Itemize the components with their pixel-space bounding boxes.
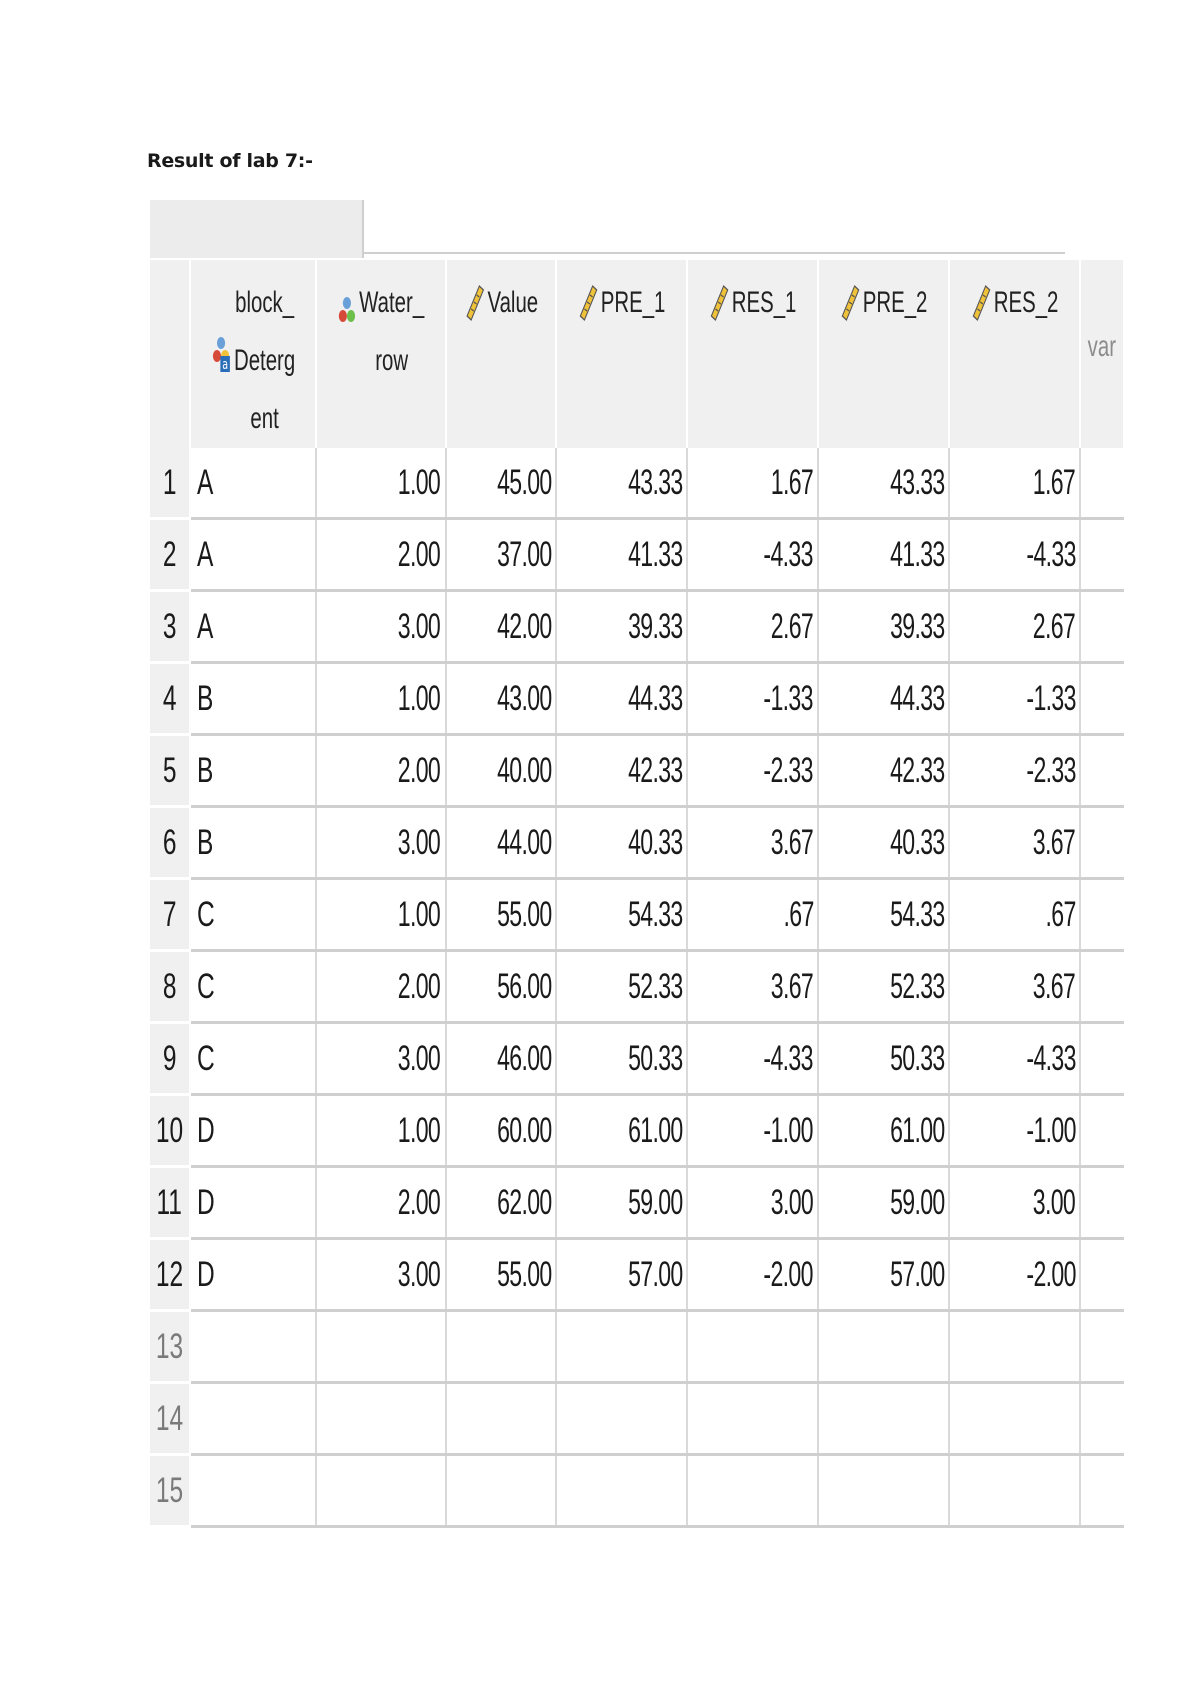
cell-value: D	[196, 1254, 215, 1294]
data-cell[interactable]	[818, 591, 949, 663]
data-cell[interactable]	[316, 1455, 446, 1527]
data-cell[interactable]	[818, 448, 949, 519]
cell-value: 54.33	[889, 894, 945, 934]
cell-value: 55.00	[496, 894, 552, 934]
cell-value: D	[196, 1110, 215, 1150]
data-cell[interactable]	[556, 1095, 687, 1167]
data-cell[interactable]	[316, 519, 446, 591]
nominal-string-icon	[211, 334, 231, 374]
cell-value: 42.33	[627, 750, 683, 790]
cell-value: 57.00	[627, 1254, 683, 1294]
cell-value: 3.67	[1033, 966, 1076, 1006]
data-cell[interactable]	[556, 807, 687, 879]
column-header-label: RES_1	[731, 286, 797, 319]
cell-value: 2.67	[770, 606, 814, 646]
data-cell[interactable]	[949, 1167, 1080, 1239]
data-cell[interactable]	[316, 1167, 446, 1239]
data-cell[interactable]	[687, 1167, 818, 1239]
cell-value: -1.00	[763, 1110, 814, 1150]
table-row	[150, 1239, 1124, 1311]
data-cell[interactable]	[687, 1023, 818, 1095]
cell-value: 41.33	[889, 534, 945, 574]
data-cell[interactable]	[446, 951, 557, 1023]
data-cell[interactable]	[818, 1023, 949, 1095]
data-cell[interactable]	[818, 663, 949, 735]
cell-value: 37.00	[496, 534, 552, 574]
row-number-label: 9	[162, 1038, 177, 1078]
data-cell[interactable]	[190, 879, 316, 951]
data-cell[interactable]	[190, 735, 316, 807]
data-cell[interactable]	[687, 1239, 818, 1311]
data-cell[interactable]	[190, 1023, 316, 1095]
table-row	[150, 879, 1124, 951]
data-cell[interactable]	[190, 1167, 316, 1239]
data-cell[interactable]	[818, 807, 949, 879]
row-number[interactable]	[150, 448, 190, 519]
svg-text:a: a	[222, 356, 228, 373]
data-cell[interactable]	[1080, 807, 1124, 879]
data-cell[interactable]	[1080, 663, 1124, 735]
data-cell[interactable]	[190, 448, 316, 519]
data-cell[interactable]	[446, 1455, 557, 1527]
column-header-label: Value	[487, 286, 538, 319]
cell-value: -2.00	[1025, 1254, 1076, 1294]
row-number-label: 4	[162, 678, 177, 718]
cell-value: 2.00	[398, 750, 441, 790]
data-cell[interactable]	[556, 448, 687, 519]
column-header-label: block_	[235, 286, 294, 319]
cell-value: 3.00	[398, 606, 441, 646]
cell-value: 52.33	[627, 966, 683, 1006]
data-cell[interactable]	[687, 1095, 818, 1167]
cell-value: 42.33	[889, 750, 945, 790]
cell-value: C	[196, 1038, 215, 1078]
cell-value: 40.00	[496, 750, 552, 790]
cell-value: 3.00	[1033, 1182, 1076, 1222]
column-header-row	[150, 260, 1124, 448]
data-cell[interactable]	[446, 879, 557, 951]
data-cell[interactable]	[446, 591, 557, 663]
data-cell[interactable]	[1080, 1023, 1124, 1095]
row-number[interactable]	[150, 735, 190, 807]
data-cell[interactable]	[556, 663, 687, 735]
row-number[interactable]	[150, 1239, 190, 1311]
cell-value: A	[196, 462, 214, 502]
cell-value: 41.33	[627, 534, 683, 574]
data-cell[interactable]	[316, 735, 446, 807]
row-number-label: 6	[162, 822, 177, 862]
data-cell[interactable]	[446, 807, 557, 879]
cell-value: -2.33	[1025, 750, 1076, 790]
data-cell[interactable]	[1080, 1455, 1124, 1527]
data-cell[interactable]	[446, 1095, 557, 1167]
data-cell[interactable]	[190, 951, 316, 1023]
data-editor-screenshot	[150, 200, 1117, 1510]
data-cell[interactable]	[1080, 1311, 1124, 1383]
column-header-label: PRE_1	[600, 286, 666, 319]
cell-value: 1.00	[398, 678, 441, 718]
data-cell[interactable]	[949, 663, 1080, 735]
row-number-label: 13	[155, 1326, 184, 1366]
data-cell[interactable]	[818, 1383, 949, 1455]
data-cell[interactable]	[556, 1167, 687, 1239]
editor-tab-bar	[150, 200, 1065, 260]
column-header-label: RES_2	[994, 286, 1059, 319]
data-cell[interactable]	[190, 519, 316, 591]
table-row	[150, 591, 1124, 663]
cell-value: 2.00	[398, 966, 441, 1006]
row-number-label: 11	[156, 1182, 183, 1222]
data-cell[interactable]	[556, 591, 687, 663]
scale-ruler-icon	[840, 282, 860, 322]
data-cell[interactable]	[687, 448, 818, 519]
row-number-label: 14	[155, 1398, 184, 1438]
row-number-label: 1	[162, 462, 177, 502]
data-cell[interactable]	[556, 519, 687, 591]
cell-value: 3.00	[398, 1038, 441, 1078]
data-cell[interactable]	[316, 879, 446, 951]
cell-value: 57.00	[889, 1254, 945, 1294]
data-cell[interactable]	[446, 663, 557, 735]
data-cell[interactable]	[316, 807, 446, 879]
row-number-label: 10	[155, 1110, 184, 1150]
cell-value: .67	[1045, 894, 1076, 934]
data-cell[interactable]	[818, 1311, 949, 1383]
data-grid	[150, 260, 1125, 1528]
cell-value: 59.00	[627, 1182, 683, 1222]
row-number[interactable]	[150, 1455, 190, 1527]
column-header-label: row	[375, 344, 409, 377]
data-cell[interactable]	[190, 807, 316, 879]
column-header-res-2[interactable]	[949, 260, 1080, 448]
column-header-label: PRE_2	[862, 286, 928, 319]
row-number[interactable]	[150, 663, 190, 735]
data-cell[interactable]	[687, 519, 818, 591]
data-cell[interactable]	[446, 1023, 557, 1095]
column-header-pre-1[interactable]	[556, 260, 687, 448]
data-cell[interactable]	[949, 879, 1080, 951]
data-cell[interactable]	[446, 1167, 557, 1239]
data-cell[interactable]	[316, 1383, 446, 1455]
data-cell[interactable]	[190, 1311, 316, 1383]
data-cell[interactable]	[1080, 1239, 1124, 1311]
row-number-label: 3	[162, 606, 177, 646]
data-cell[interactable]	[316, 1239, 446, 1311]
table-row	[150, 1455, 1124, 1527]
row-number-label: 12	[155, 1254, 184, 1294]
data-cell[interactable]	[556, 951, 687, 1023]
row-number-label: 7	[162, 894, 177, 934]
document-title: Result of lab 7:-	[147, 150, 313, 172]
cell-value: .67	[783, 894, 814, 934]
data-cell[interactable]	[949, 951, 1080, 1023]
row-number-label: 15	[155, 1470, 184, 1510]
column-header-res-1[interactable]	[687, 260, 818, 448]
data-cell[interactable]	[818, 519, 949, 591]
data-cell[interactable]	[556, 879, 687, 951]
cell-value: C	[196, 966, 215, 1006]
data-cell[interactable]	[949, 519, 1080, 591]
cell-value: 1.67	[1033, 462, 1076, 502]
table-row	[150, 519, 1124, 591]
column-header-pre-2[interactable]	[818, 260, 949, 448]
table-row	[150, 951, 1124, 1023]
scale-ruler-icon	[578, 282, 598, 322]
cell-value: 44.00	[496, 822, 552, 862]
cell-value: 52.33	[889, 966, 945, 1006]
column-header-label: ent	[250, 402, 279, 435]
scale-ruler-icon	[464, 282, 484, 322]
cell-value: A	[196, 606, 214, 646]
data-cell[interactable]	[446, 1383, 557, 1455]
table-row	[150, 448, 1124, 519]
table-row	[150, 1167, 1124, 1239]
column-header-label: Water_	[359, 286, 425, 319]
corner-cell[interactable]	[150, 260, 190, 448]
cell-value: 43.00	[496, 678, 552, 718]
cell-value: 1.00	[398, 462, 441, 502]
data-cell[interactable]	[818, 1167, 949, 1239]
data-cell[interactable]	[687, 735, 818, 807]
column-header-value[interactable]	[446, 260, 557, 448]
data-cell[interactable]	[1080, 1383, 1124, 1455]
cell-value: 43.33	[627, 462, 683, 502]
data-cell[interactable]	[556, 1383, 687, 1455]
data-cell[interactable]	[190, 1455, 316, 1527]
data-cell[interactable]	[446, 448, 557, 519]
column-header-block-detergent[interactable]	[190, 260, 316, 448]
data-cell[interactable]	[818, 735, 949, 807]
cell-value: 1.00	[398, 894, 441, 934]
data-cell[interactable]	[316, 448, 446, 519]
cell-value: 39.33	[889, 606, 945, 646]
row-number[interactable]	[150, 591, 190, 663]
data-cell[interactable]	[687, 1311, 818, 1383]
row-number[interactable]	[150, 1023, 190, 1095]
cell-value: 40.33	[627, 822, 683, 862]
data-cell[interactable]	[1080, 1095, 1124, 1167]
cell-value: 1.67	[770, 462, 814, 502]
column-header-label: Deterg	[233, 344, 296, 377]
column-header-water-row[interactable]	[316, 260, 446, 448]
row-number[interactable]	[150, 807, 190, 879]
cell-value: -1.33	[763, 678, 814, 718]
cell-value: C	[196, 894, 215, 934]
data-cell[interactable]	[316, 1095, 446, 1167]
data-cell[interactable]	[556, 1455, 687, 1527]
cell-value: -2.33	[763, 750, 814, 790]
nominal-icon	[337, 294, 356, 334]
data-cell[interactable]	[687, 879, 818, 951]
data-cell[interactable]	[556, 1239, 687, 1311]
cell-value: 3.00	[398, 1254, 441, 1294]
cell-value: 59.00	[889, 1182, 945, 1222]
cell-value: 61.00	[627, 1110, 683, 1150]
cell-value: 44.33	[627, 678, 683, 718]
data-cell[interactable]	[1080, 1167, 1124, 1239]
data-cell[interactable]	[316, 1311, 446, 1383]
data-cell[interactable]	[316, 591, 446, 663]
data-cell[interactable]	[1080, 519, 1124, 591]
data-cell[interactable]	[1080, 735, 1124, 807]
cell-value: 43.33	[889, 462, 945, 502]
data-cell[interactable]	[687, 951, 818, 1023]
data-cell[interactable]	[949, 1311, 1080, 1383]
cell-value: -4.33	[1025, 534, 1076, 574]
cell-value: -2.00	[763, 1254, 814, 1294]
name-box[interactable]	[150, 200, 364, 258]
cell-value: 46.00	[496, 1038, 552, 1078]
scale-ruler-icon	[709, 282, 729, 322]
data-cell[interactable]	[190, 1383, 316, 1455]
data-cell[interactable]	[687, 591, 818, 663]
data-cell[interactable]	[949, 1095, 1080, 1167]
data-cell[interactable]	[556, 735, 687, 807]
cell-value: 3.67	[770, 966, 814, 1006]
table-row	[150, 663, 1124, 735]
row-number[interactable]	[150, 1311, 190, 1383]
data-cell[interactable]	[949, 591, 1080, 663]
cell-value: 50.33	[627, 1038, 683, 1078]
data-cell[interactable]	[818, 951, 949, 1023]
data-cell[interactable]	[446, 519, 557, 591]
data-cell[interactable]	[556, 1023, 687, 1095]
tab-divider	[364, 252, 1065, 254]
data-cell[interactable]	[949, 1455, 1080, 1527]
table-row	[150, 1311, 1124, 1383]
data-cell[interactable]	[1080, 591, 1124, 663]
data-cell[interactable]	[1080, 951, 1124, 1023]
data-cell[interactable]	[687, 1383, 818, 1455]
cell-value: 62.00	[496, 1182, 552, 1222]
cell-value: 40.33	[889, 822, 945, 862]
data-cell[interactable]	[446, 735, 557, 807]
cell-value: 60.00	[496, 1110, 552, 1150]
data-cell[interactable]	[1080, 448, 1124, 519]
data-cell[interactable]	[818, 1239, 949, 1311]
data-cell[interactable]	[316, 663, 446, 735]
row-number[interactable]	[150, 1167, 190, 1239]
data-cell[interactable]	[446, 1311, 557, 1383]
row-number[interactable]	[150, 1383, 190, 1455]
row-number[interactable]	[150, 951, 190, 1023]
data-cell[interactable]	[818, 1095, 949, 1167]
cell-value: 61.00	[889, 1110, 945, 1150]
table-row	[150, 1023, 1124, 1095]
table-row	[150, 735, 1124, 807]
table-row	[150, 807, 1124, 879]
data-cell[interactable]	[818, 879, 949, 951]
cell-value: -4.33	[763, 1038, 814, 1078]
column-header-var[interactable]	[1080, 260, 1124, 448]
cell-value: 2.67	[1033, 606, 1076, 646]
cell-value: B	[196, 678, 214, 718]
data-cell[interactable]	[949, 448, 1080, 519]
cell-value: 2.00	[398, 534, 441, 574]
cell-value: 56.00	[496, 966, 552, 1006]
row-number[interactable]	[150, 879, 190, 951]
cell-value: D	[196, 1182, 215, 1222]
data-cell[interactable]	[949, 1023, 1080, 1095]
data-cell[interactable]	[1080, 879, 1124, 951]
data-cell[interactable]	[687, 663, 818, 735]
data-cell[interactable]	[556, 1311, 687, 1383]
cell-value: 55.00	[496, 1254, 552, 1294]
data-cell[interactable]	[190, 591, 316, 663]
data-cell[interactable]	[190, 1239, 316, 1311]
row-number-label: 5	[162, 750, 177, 790]
data-cell[interactable]	[316, 951, 446, 1023]
scale-ruler-icon	[971, 282, 991, 322]
data-cell[interactable]	[190, 663, 316, 735]
cell-value: A	[196, 534, 214, 574]
data-cell[interactable]	[446, 1239, 557, 1311]
row-number[interactable]	[150, 519, 190, 591]
cell-value: -1.33	[1025, 678, 1076, 718]
cell-value: -4.33	[763, 534, 814, 574]
data-cell[interactable]	[687, 1455, 818, 1527]
data-cell[interactable]	[818, 1455, 949, 1527]
cell-value: 39.33	[627, 606, 683, 646]
cell-value: 44.33	[889, 678, 945, 718]
data-cell[interactable]	[949, 735, 1080, 807]
cell-value: 3.00	[398, 822, 441, 862]
cell-value: 3.00	[770, 1182, 814, 1222]
row-number-label: 2	[162, 534, 177, 574]
column-header-label: var	[1088, 330, 1117, 363]
cell-value: -4.33	[1025, 1038, 1076, 1078]
table-row	[150, 1383, 1124, 1455]
cell-value: 54.33	[627, 894, 683, 934]
row-number-label: 8	[162, 966, 177, 1006]
table-row	[150, 1095, 1124, 1167]
data-cell[interactable]	[949, 1239, 1080, 1311]
data-cell[interactable]	[190, 1095, 316, 1167]
cell-value: 45.00	[496, 462, 552, 502]
cell-value: 3.67	[1033, 822, 1076, 862]
cell-value: -1.00	[1025, 1110, 1076, 1150]
cell-value: 3.67	[770, 822, 814, 862]
cell-value: 1.00	[398, 1110, 441, 1150]
data-cell[interactable]	[949, 1383, 1080, 1455]
data-cell[interactable]	[687, 807, 818, 879]
cell-value: 42.00	[496, 606, 552, 646]
cell-value: B	[196, 822, 214, 862]
cell-value: 50.33	[889, 1038, 945, 1078]
data-cell[interactable]	[316, 1023, 446, 1095]
cell-value: 2.00	[398, 1182, 441, 1222]
cell-value: B	[196, 750, 214, 790]
row-number[interactable]	[150, 1095, 190, 1167]
data-cell[interactable]	[949, 807, 1080, 879]
